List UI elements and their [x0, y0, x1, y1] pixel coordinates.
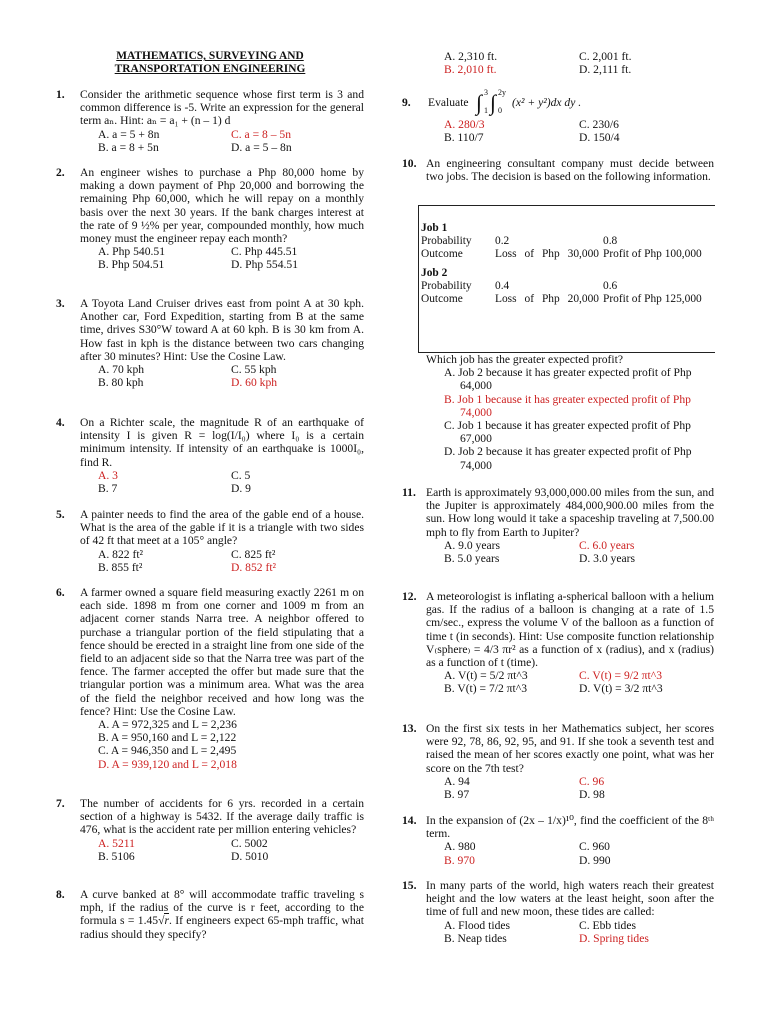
option-d-answer: D. Spring tides [579, 931, 649, 945]
answer-options [444, 118, 714, 144]
option-c: C. 5 [231, 468, 251, 482]
integral-outer: ∫ [476, 90, 483, 115]
option-a: A. 94 [444, 774, 470, 788]
option-a: A. Job 2 because it has greater expected profit of Php 64,000 [444, 366, 692, 393]
sqrt-symbol: √ [158, 914, 165, 928]
question-text: In the expansion of (2x – 1/x)¹⁰, find the coefficient of the 8ᵗʰ term. [426, 814, 714, 841]
option-b: B. a = 8 + 5n [98, 140, 159, 154]
option-d-answer: D. 852 ft² [231, 560, 277, 574]
option-b-answer: B. 2,010 ft. [444, 63, 497, 77]
question-6: 6. A farmer owned a square field measuring exactly 2261 m on each side. 1898 m from one corner and 1009 m from an adjacent corner stands Narra tree. A neighbor offered to purchase a triangular portion of the field stipulating that a fence should be erected in a straight line from one side of the field to an adjacent side so that the Narra tree was part of the fence. The farmer accepted the offer but made sure that the triangular portion was a minimum area. What was the area of the field the neighbor received and how long was the fence? Hint: Use the Cosine Law. A. A = 972,325 and L = 2,236 B. A = 950,160 and L = 2,122 C. A = 946,350 and L = 2,495 D. A = 939,120 and L = 2,018 [56, 586, 364, 771]
question-2: 2. An engineer wishes to purchase a Php 80,000 home by making a down payment of Php 20,000 and borrowing the remaining Php 60,000, which he will repay on a monthly basis over the next 30 years. If the bank charges interest at the rate of 9 ½% per year, compounded monthly, how much money must the engineer repay each month? A. Php 540.51 C. Php 445.51 B. Php 504.51 D. Php 554.51 [56, 166, 364, 272]
option-d: D. 9 [231, 482, 251, 496]
option-a: A. V(t) = 5/2 πt^3 [444, 669, 528, 683]
option-c-answer: C. 96 [579, 774, 605, 788]
answer-options [98, 837, 364, 863]
option-d-answer: D. 60 kph [231, 376, 278, 390]
option-a-answer: A. 280/3 [444, 118, 485, 131]
option-d: D. a = 5 – 8n [231, 140, 292, 154]
option-a: A. 2,310 ft. [444, 50, 498, 63]
option-c-answer: C. a = 8 – 5n [231, 127, 291, 141]
option-b: B. 5106 [98, 849, 135, 863]
option-d-answer: D. A = 939,120 and L = 2,018 [98, 757, 237, 771]
option-b: B. 855 ft² [98, 560, 143, 574]
option-b: B. 97 [444, 788, 470, 802]
option-d: D. 3.0 years [579, 552, 636, 566]
option-a-answer: A. 5211 [98, 836, 135, 850]
option-c: C. 55 kph [231, 363, 277, 377]
option-d: D. Job 2 because it has greater expected profit of Php 74,000 [444, 445, 692, 472]
question-prompt: Which job has the greater expected profit? [426, 353, 624, 366]
option-a: A. 70 kph [98, 363, 145, 377]
question-8: 8. A curve banked at 8° will accommodate traffic traveling s mph, if the radius of the curve is r feet, according to the formula s = 1.45√r. If engineers expect 65-mph traffic, what radius should they specify? [56, 888, 364, 941]
question-1: 1. Consider the arithmetic sequence whose first term is 3 and common difference is -5. Write an expression for the general term aₙ. Hint: aₙ = a₁ + (n – 1) d A. a = 5 + 8n C. a = 8 – 5n B. a = 8 + 5n D. a = 5 – 8n [56, 88, 364, 154]
question-text: A Toyota Land Cruiser drives east from point A at 30 kph. Another car, Ford Expedition, starting from B at the same time, drives S30°W toward A at 60 kph. B is 30 km from A. How fast in kph is the distance between two cars changing after 30 minutes? Hint: Use the Cosine Law. [80, 297, 364, 363]
page-title: MATHEMATICS, SURVEYING AND TRANSPORTATION ENGINEERING [114, 50, 306, 76]
question-7: 7. The number of accidents for 6 yrs. recorded in a certain section of a highway is 5432. If the average daily traffic is 476, what is the accident rate per million entering vehicles? A. 5211 C. 5002 B. 5106 D. 5010 [56, 797, 364, 863]
option-a: A. Php 540.51 [98, 245, 165, 259]
question-text: Earth is approximately 93,000,000.00 miles from the sun, and the Jupiter is approximately 484,000,900.00 miles from the sun. How long would it take a spaceship traveling at 7,500.00 mph to fly from Earth to Jupiter? [426, 486, 714, 539]
question-text: A curve banked at 8° will accommodate traffic traveling s mph, if the radius of the curve is r feet, according to the formula s = 1.45√r. If engineers expect 65-mph traffic, what radius should they specify? [80, 888, 364, 941]
question-3: 3. A Toyota Land Cruiser drives east from point A at 30 kph. Another car, Ford Expedition, starting from B at the same time, drives S30°W toward A at 60 kph. B is 30 km from A. How fast in kph is the distance between two cars changing after 30 minutes? Hint: Use the Cosine Law. A. 70 kph C. 55 kph B. 80 kph D. 60 kph [56, 297, 364, 390]
option-c: C. 230/6 [579, 118, 619, 131]
option-b: B. Php 504.51 [98, 258, 165, 272]
option-c: C. Ebb tides [579, 918, 637, 932]
option-b: B. 110/7 [444, 131, 484, 145]
option-b: B. 80 kph [98, 376, 144, 390]
question-text: An engineer wishes to purchase a Php 80,000 home by making a down payment of Php 20,000 and borrowing the remaining Php 60,000, which he will repay on a monthly basis over the next 30 years. If the bank charges interest at the rate of 9 ½% per year, compounded monthly, how much money must the engineer repay each month? [80, 166, 364, 246]
option-c-answer: C. V(t) = 9/2 πt^3 [579, 669, 662, 683]
option-a: A. Flood tides [444, 918, 511, 932]
question-text: On a Richter scale, the magnitude R of an earthquake of intensity I is given R = log(I/I₀) where I₀ is a certain minimum intensity. If intensity of an earthquake is 1000I₀, find R. [80, 416, 364, 469]
option-c: C. Php 445.51 [231, 245, 298, 259]
question-text: On the first six tests in her Mathematics subject, her scores were 92, 78, 86, 92, 95, and 91. If she took a seventh test and raised the mean of her scores exactly one point, what was her score on the 7th test? [426, 722, 714, 775]
answer-options [98, 469, 364, 495]
option-d: D. V(t) = 3/2 πt^3 [579, 682, 663, 696]
answer-options [98, 363, 364, 389]
option-a-answer: A. 3 [98, 468, 118, 482]
option-c-answer: C. 6.0 years [579, 538, 635, 552]
question-text: The number of accidents for 6 yrs. recorded in a certain section of a highway is 5432. If the average daily traffic is 476, what is the accident rate per million entering vehicles? [80, 797, 364, 837]
question-12: 12. A meteorologist is inflating a-spherical balloon with a helium gas. If the radius of a balloon is changing at a rate of 1.5 cm/sec., express the volume V of the balloon as a function of time t (in seconds). Hint: Use composite function relationship V₍sphere₎ = 4/3 πr² as a function of x (radius), and x (radius) as a function of t (time). A. V(t) = 5/2 πt^3 C. V(t) = 9/2 πt^3 B. V(t) = 7/2 πt^3 D. V(t) = 3/2 πt^3 [402, 590, 714, 696]
option-d: D. 2,111 ft. [579, 63, 632, 77]
question-10: 10. An engineering consultant company must decide between two jobs. The decision is based on the following information. [402, 157, 714, 184]
question-text: In many parts of the world, high waters reach their greatest height and the low waters at the least height, soon after the time of full and new moon, these tides are called: [426, 879, 714, 919]
question-5: 5. A painter needs to find the area of the gable end of a house. What is the area of the gable if it is a triangle with two sides of 42 ft that meet at a 105° angle? A. 822 ft² C. 825 ft² B. 855 ft² D. 852 ft² [56, 508, 364, 574]
answer-options [98, 245, 364, 271]
option-b: B. A = 950,160 and L = 2,122 [98, 731, 237, 745]
answer-options [444, 539, 714, 565]
option-a: A. 822 ft² [98, 547, 144, 561]
option-d: D. 990 [579, 853, 611, 867]
question-11: 11. Earth is approximately 93,000,000.00 miles from the sun, and the Jupiter is approximately 484,000,900.00 miles from the sun. How long would it take a spaceship traveling at 7,500.00 mph to fly from Earth to Jupiter? A. 9.0 years C. 6.0 years B. 5.0 years D. 3.0 years [402, 486, 714, 566]
question-text: Evaluate ∫ 3 1 ∫ 2y 0 (x² + y²)dx dy . [428, 88, 582, 115]
option-c: C. 825 ft² [231, 547, 276, 561]
option-c: C. 2,001 ft. [579, 50, 632, 63]
option-d: D. 98 [579, 788, 605, 802]
option-c: C. A = 946,350 and L = 2,495 [98, 744, 237, 758]
option-c: C. 960 [579, 840, 610, 854]
question-13: 13. On the first six tests in her Mathematics subject, her scores were 92, 78, 86, 92, 95, and 91. If she took a seventh test and raised the mean of her scores exactly one point, what was her score on the 7th test? A. 94 C. 96 B. 97 D. 98 [402, 722, 714, 802]
question-text: A farmer owned a square field measuring exactly 2261 m on each side. 1898 m from one corner and 1009 m from an adjacent corner stands Narra tree. A neighbor offered to purchase a triangular portion of the field stipulating that a fence should be erected in a straight line from one side of the field to an adjacent side so that the Narra tree was part of the fence. The farmer accepted the offer but made sure that the triangular portion was a minimum area. What was the area of the field the neighbor received and how long was the fence? Hint: Use the Cosine Law. [80, 586, 364, 718]
answer-options [444, 50, 714, 76]
answer-options [98, 548, 364, 574]
integral-inner: ∫ [490, 90, 497, 115]
answer-options [444, 919, 714, 945]
option-d: D. 150/4 [579, 131, 620, 145]
option-d: D. 5010 [231, 849, 269, 863]
jobs-table: Job 1 Probability 0.2 0.8 Outcome Loss of Php 30,000 Profit of Php 100,000 Job 2 Probability 0.4 0.6 Outcome Loss of Php 20,000 Profit of Php 125,000 [418, 205, 715, 353]
answer-options [444, 366, 714, 472]
option-b-answer: B. 970 [444, 853, 475, 867]
option-b: B. 5.0 years [444, 552, 500, 566]
option-a: A. 9.0 years [444, 538, 501, 552]
answer-options [444, 669, 714, 695]
option-a: A. a = 5 + 8n [98, 127, 160, 141]
answer-options [444, 840, 714, 866]
question-10-options [402, 353, 714, 472]
radicand: r [164, 914, 169, 928]
answer-options [444, 775, 714, 801]
option-b: B. Neap tides [444, 931, 507, 945]
option-b-answer: B. Job 1 because it has greater expected profit of Php 74,000 [444, 392, 691, 419]
option-c: C. Job 1 because it has greater expected profit of Php 67,000 [444, 419, 691, 446]
option-d: D. Php 554.51 [231, 258, 298, 272]
answer-options [98, 718, 364, 771]
answer-options [98, 128, 364, 154]
option-b: B. V(t) = 7/2 πt^3 [444, 682, 527, 696]
question-text: A painter needs to find the area of the gable end of a house. What is the area of the gable if it is a triangle with two sides of 42 ft that meet at a 105° angle? [80, 508, 364, 548]
question-4: 4. On a Richter scale, the magnitude R of an earthquake of intensity I is given R = log(I/I₀) where I₀ is a certain minimum intensity. If intensity of an earthquake is 1000I₀, find R. A. 3 C. 5 B. 7 D. 9 [56, 416, 364, 496]
option-a: A. A = 972,325 and L = 2,236 [98, 718, 237, 732]
option-c: C. 5002 [231, 836, 268, 850]
option-b: B. 7 [98, 482, 118, 496]
question-15: 15. In many parts of the world, high waters reach their greatest height and the low waters at the least height, soon after the time of full and new moon, these tides are called: A. Flood tides C. Ebb tides B. Neap tides D. Spring tides [402, 879, 714, 945]
question-text: An engineering consultant company must decide between two jobs. The decision is based on the following information. [426, 157, 714, 184]
option-a: A. 980 [444, 840, 476, 854]
question-9: 9. Evaluate ∫ 3 1 ∫ 2y 0 (x² + y²)dx dy . A. 280/3 C. 230/6 B. 110/7 D. 150/4 [402, 90, 714, 144]
question-text: Consider the arithmetic sequence whose first term is 3 and common difference is -5. Write an expression for the general term aₙ. Hint: aₙ = a₁ + (n – 1) d [80, 88, 364, 128]
question-text: A meteorologist is inflating a-spherical balloon with a helium gas. If the radius of a balloon is changing at a rate of 1.5 cm/sec., express the volume V of the balloon as a function of time t (in seconds). Hint: Use composite function relationship V₍sphere₎ = 4/3 πr² as a function of x (radius), and x (radius) as a function of t (time). [426, 590, 714, 670]
question-8-options [402, 50, 714, 76]
question-14: 14. In the expansion of (2x – 1/x)¹⁰, find the coefficient of the 8ᵗʰ term. A. 980 C. 960 B. 970 D. 990 [402, 814, 714, 867]
